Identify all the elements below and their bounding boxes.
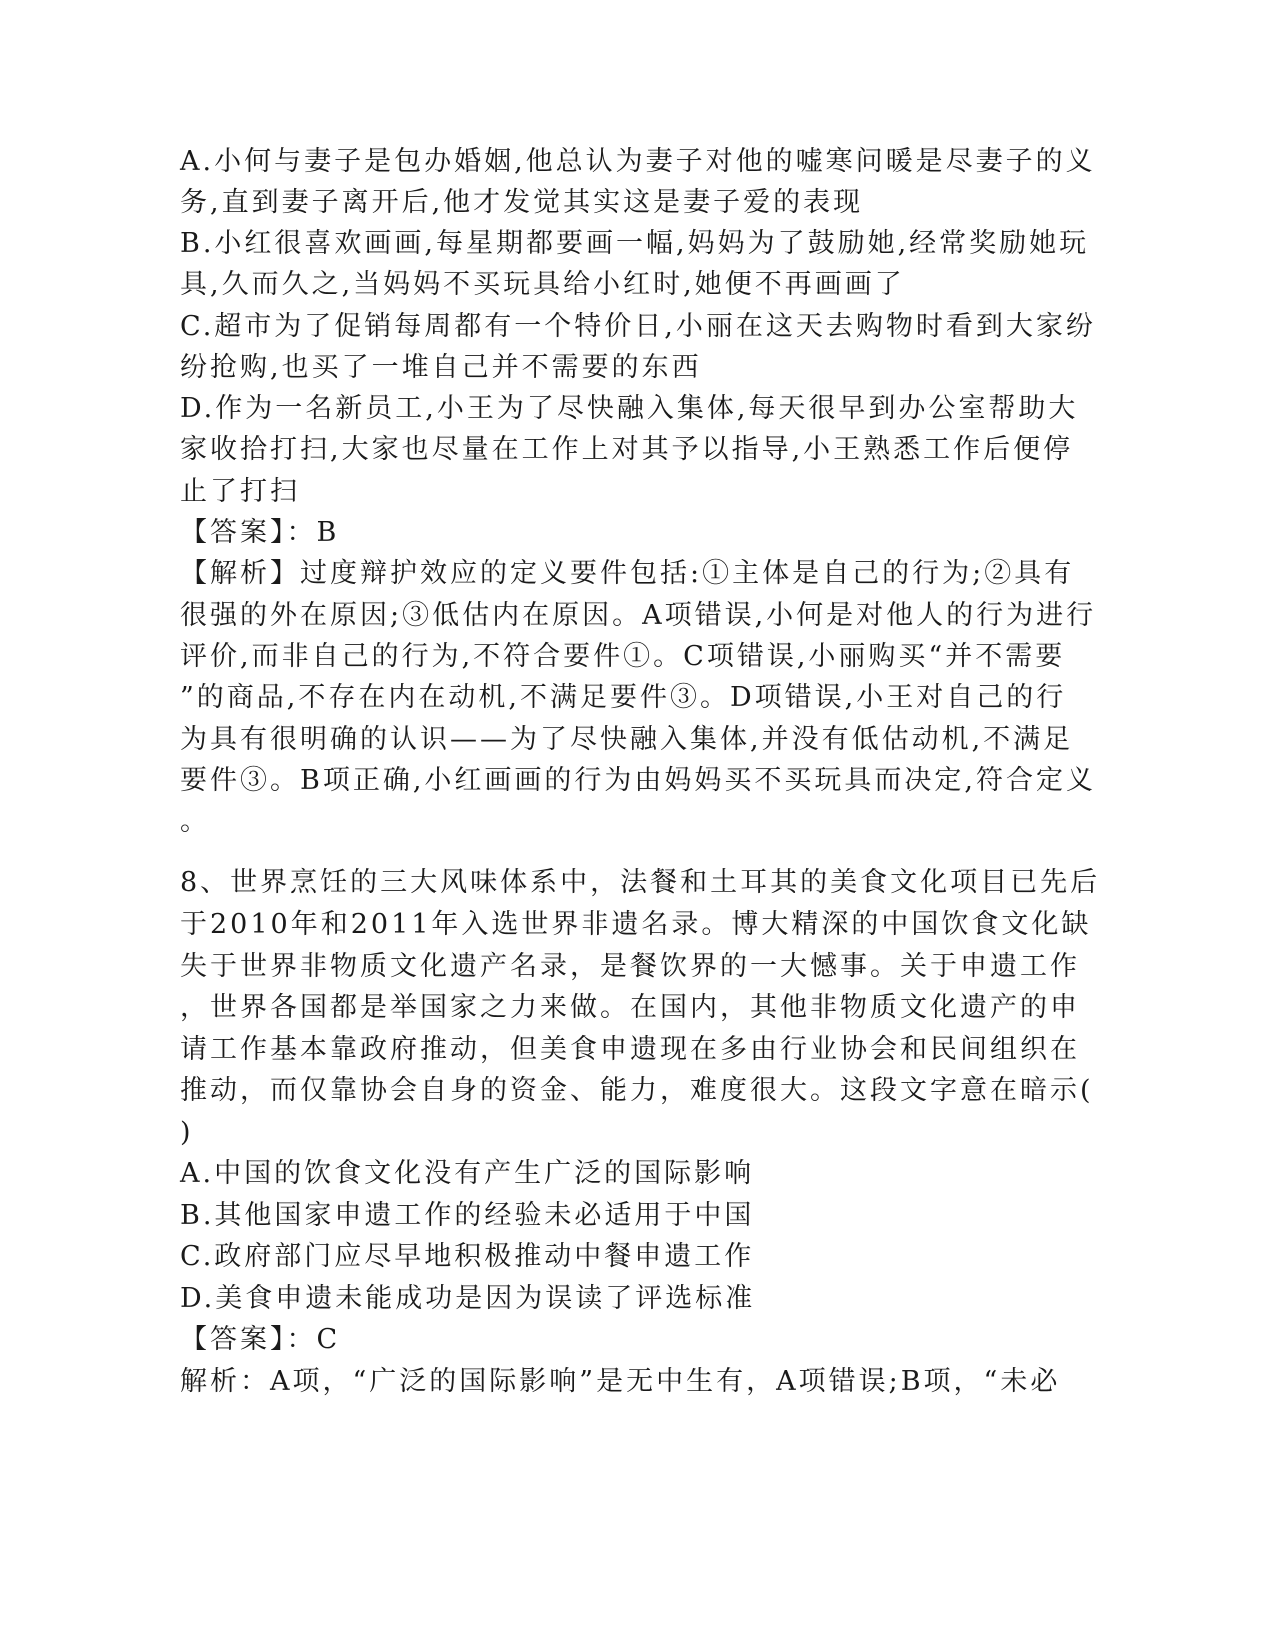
q8-stem-line: ，世界各国都是举国家之力来做。在国内，其他非物质文化遗产的申 <box>180 992 1080 1023</box>
q7-analysis-line: 评价,而非自己的行为,不符合要件①。C项错误,小丽购买“并不需要 <box>180 641 1066 672</box>
q7-option-d-line-2: 家收拾打扫,大家也尽量在工作上对其予以指导,小王熟悉工作后便停 <box>180 434 1074 465</box>
q8-stem-line: ) <box>180 1117 194 1148</box>
q7-analysis-line: 。 <box>180 806 210 837</box>
q8-answer: 【答案】：C <box>180 1324 341 1355</box>
q8-stem-line: 请工作基本靠政府推动，但美食申遗现在多由行业协会和民间组织在 <box>180 1034 1080 1065</box>
q7-analysis-line: 【解析】过度辩护效应的定义要件包括:①主体是自己的行为;②具有 <box>180 558 1075 589</box>
q7-analysis-line: ”的商品,不存在内在动机,不满足要件③。D项错误,小王对自己的行 <box>180 682 1067 713</box>
q8-option-c: C.政府部门应尽早地积极推动中餐申遗工作 <box>180 1241 755 1272</box>
q7-option-d-line-1: D.作为一名新员工,小王为了尽快融入集体,每天很早到办公室帮助大 <box>180 393 1079 424</box>
q8-stem-line: 于2010年和2011年入选世界非遗名录。博大精深的中国饮食文化缺 <box>180 909 1092 940</box>
q8-stem-line: 推动，而仅靠协会自身的资金、能力，难度很大。这段文字意在暗示( <box>180 1075 1094 1106</box>
q8-analysis: 解析：A项，“广泛的国际影响”是无中生有，A项错误;B项，“未必 <box>180 1366 1061 1397</box>
q7-analysis-line: 要件③。B项正确,小红画画的行为由妈妈买不买玩具而决定,符合定义 <box>180 765 1097 796</box>
q7-option-c-line-2: 纷抢购,也买了一堆自己并不需要的东西 <box>180 352 702 383</box>
q7-option-a-line-2: 务,直到妻子离开后,他才发觉其实这是妻子爱的表现 <box>180 187 864 218</box>
q7-option-b-line-1: B.小红很喜欢画画,每星期都要画一幅,妈妈为了鼓励她,经常奖励她玩 <box>180 228 1090 259</box>
q7-option-a-line-1: A.小何与妻子是包办婚姻,他总认为妻子对他的嘘寒问暖是尽妻子的义 <box>180 146 1096 177</box>
q7-analysis-line: 很强的外在原因;③低估内在原因。A项错误,小何是对他人的行为进行 <box>180 600 1097 631</box>
q7-option-c-line-1: C.超市为了促销每周都有一个特价日,小丽在这天去购物时看到大家纷 <box>180 311 1096 342</box>
q8-option-a: A.中国的饮食文化没有产生广泛的国际影响 <box>180 1158 755 1189</box>
q8-option-d: D.美食申遗未能成功是因为误读了评选标准 <box>180 1283 756 1314</box>
q7-option-b-line-2: 具,久而久之,当妈妈不买玩具给小红时,她便不再画画了 <box>180 269 905 300</box>
q7-option-d-line-3: 止了打扫 <box>180 476 300 507</box>
q7-answer: 【答案】：B <box>180 517 340 548</box>
q8-option-b: B.其他国家申遗工作的经验未必适用于中国 <box>180 1200 755 1231</box>
q8-stem-line: 8、世界烹饪的三大风味体系中，法餐和土耳其的美食文化项目已先后 <box>180 867 1101 898</box>
q7-analysis-line: 为具有很明确的认识——为了尽快融入集体,并没有低估动机,不满足 <box>180 724 1074 755</box>
q8-stem-line: 失于世界非物质文化遗产名录，是餐饮界的一大憾事。关于申遗工作 <box>180 951 1080 982</box>
